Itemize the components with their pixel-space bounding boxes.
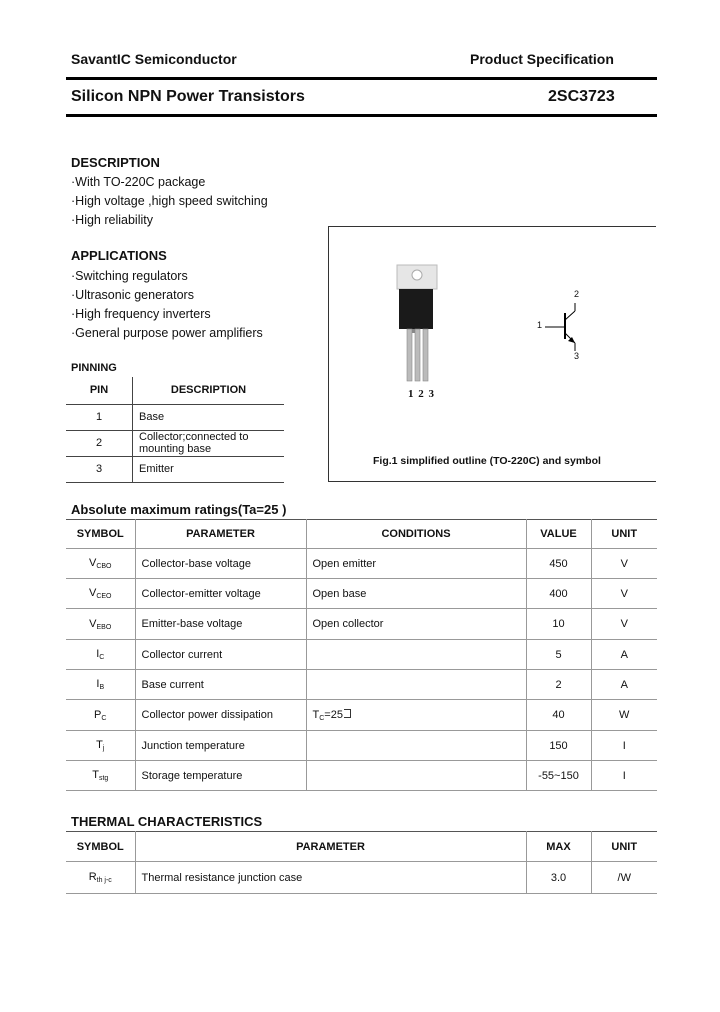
table-row: [66, 430, 284, 456]
description-title: DESCRIPTION: [71, 155, 160, 170]
conditions-cell: Open collector: [306, 609, 526, 640]
table-row: [66, 731, 657, 761]
list-item: ·High voltage ,high speed switching: [71, 194, 268, 208]
table-row: [66, 761, 657, 791]
header-rule-bottom: [66, 114, 657, 117]
max-header: MAX: [526, 832, 591, 862]
symbol-cell: $R_{th j-c}$: [66, 862, 135, 894]
pin-description: Collector;connected to mounting base: [133, 430, 285, 456]
conditions-cell: Open base: [306, 579, 526, 609]
value-cell: 5: [526, 640, 591, 670]
applications-list: [71, 267, 263, 343]
parameter-cell: Base current: [135, 670, 306, 700]
conditions-cell: [306, 640, 526, 670]
symbol-pin-3: 3: [574, 351, 580, 361]
pin-description-header: DESCRIPTION: [133, 377, 285, 404]
package-pin-numbers: 1 2 3: [408, 388, 434, 400]
unit-cell: I: [591, 731, 657, 761]
doc-type: Product Specification: [470, 51, 614, 67]
table-row: [66, 609, 657, 640]
symbol-cell: $P_C$: [66, 700, 135, 731]
table-row: [66, 670, 657, 700]
table-row: [66, 579, 657, 609]
table-row: [66, 549, 657, 579]
unit-cell: V: [591, 549, 657, 579]
part-number: 2SC3723: [548, 88, 615, 105]
value-cell: 400: [526, 579, 591, 609]
symbol-cell: $I_B$: [66, 670, 135, 700]
figure-caption: Fig.1 simplified outline (TO-220C) and symbol: [373, 455, 601, 467]
unit-cell: V: [591, 609, 657, 640]
value-cell: 40: [526, 700, 591, 731]
symbol-cell: $V_{EBO}$: [66, 609, 135, 640]
symbol-header: SYMBOL: [66, 520, 135, 549]
conditions-cell: [306, 761, 526, 791]
pin-description: Base: [133, 404, 285, 430]
parameter-header: PARAMETER: [135, 520, 306, 549]
symbol-cell: $T_j$: [66, 731, 135, 761]
unit-header: UNIT: [591, 832, 657, 862]
list-item: ·Switching regulators: [71, 269, 188, 283]
symbol-pin-2: 2: [574, 289, 580, 299]
value-cell: 2: [526, 670, 591, 700]
table-row: [66, 640, 657, 670]
value-cell: -55~150: [526, 761, 591, 791]
pinning-title: PINNING: [71, 362, 117, 374]
list-item: ·With TO-220C package: [71, 175, 206, 189]
unit-cell: A: [591, 640, 657, 670]
parameter-cell: Collector-emitter voltage: [135, 579, 306, 609]
list-item: ·Ultrasonic generators: [71, 288, 194, 302]
npn-symbol-icon: [329, 227, 655, 481]
pin-number: 1: [66, 404, 133, 430]
table-row: [66, 404, 284, 430]
list-item: ·General purpose power amplifiers: [71, 326, 263, 340]
table-row: [66, 456, 284, 482]
max-cell: 3.0: [526, 862, 591, 894]
unit-cell: /W: [591, 862, 657, 894]
pin-description: Emitter: [133, 456, 285, 482]
unit-header: UNIT: [591, 520, 657, 549]
conditions-cell: [306, 670, 526, 700]
value-header: VALUE: [526, 520, 591, 549]
parameter-header: PARAMETER: [135, 832, 526, 862]
thermal-title: THERMAL CHARACTERISTICS: [71, 814, 263, 829]
conditions-header: CONDITIONS: [306, 520, 526, 549]
applications-title: APPLICATIONS: [71, 248, 167, 263]
table-row: [66, 862, 657, 894]
parameter-cell: Emitter-base voltage: [135, 609, 306, 640]
table-row: [66, 700, 657, 731]
parameter-cell: Junction temperature: [135, 731, 306, 761]
symbol-pin-1: 1: [537, 320, 543, 330]
value-cell: 150: [526, 731, 591, 761]
parameter-cell: Storage temperature: [135, 761, 306, 791]
parameter-cell: Thermal resistance junction case: [135, 862, 526, 894]
list-item: ·High reliability: [71, 213, 153, 227]
header-rule-top: [66, 77, 657, 80]
parameter-cell: Collector power dissipation: [135, 700, 306, 731]
missing-glyph-icon: [344, 709, 351, 718]
value-cell: 450: [526, 549, 591, 579]
pin-number: 2: [66, 430, 133, 456]
description-list: [71, 173, 268, 230]
pinning-table: [66, 377, 284, 483]
conditions-cell: [306, 731, 526, 761]
ratings-title: Absolute maximum ratings(Ta=25 ): [71, 502, 287, 517]
ratings-table: [66, 519, 657, 791]
conditions-cell: $T_C=25$: [306, 700, 526, 731]
unit-cell: V: [591, 579, 657, 609]
value-cell: 10: [526, 609, 591, 640]
symbol-header: SYMBOL: [66, 832, 135, 862]
product-family: Silicon NPN Power Transistors: [71, 88, 305, 105]
pin-number: 3: [66, 456, 133, 482]
conditions-cell: Open emitter: [306, 549, 526, 579]
symbol-cell: $T_{stg}$: [66, 761, 135, 791]
unit-cell: I: [591, 761, 657, 791]
unit-cell: A: [591, 670, 657, 700]
parameter-cell: Collector-base voltage: [135, 549, 306, 579]
figure-box: [328, 226, 656, 482]
company-name: SavantIC Semiconductor: [71, 51, 237, 67]
unit-cell: W: [591, 700, 657, 731]
thermal-table: [66, 831, 657, 894]
symbol-cell: $V_{CBO}$: [66, 549, 135, 579]
symbol-cell: $I_C$: [66, 640, 135, 670]
list-item: ·High frequency inverters: [71, 307, 211, 321]
parameter-cell: Collector current: [135, 640, 306, 670]
pin-header: PIN: [66, 377, 133, 404]
symbol-cell: $V_{CEO}$: [66, 579, 135, 609]
